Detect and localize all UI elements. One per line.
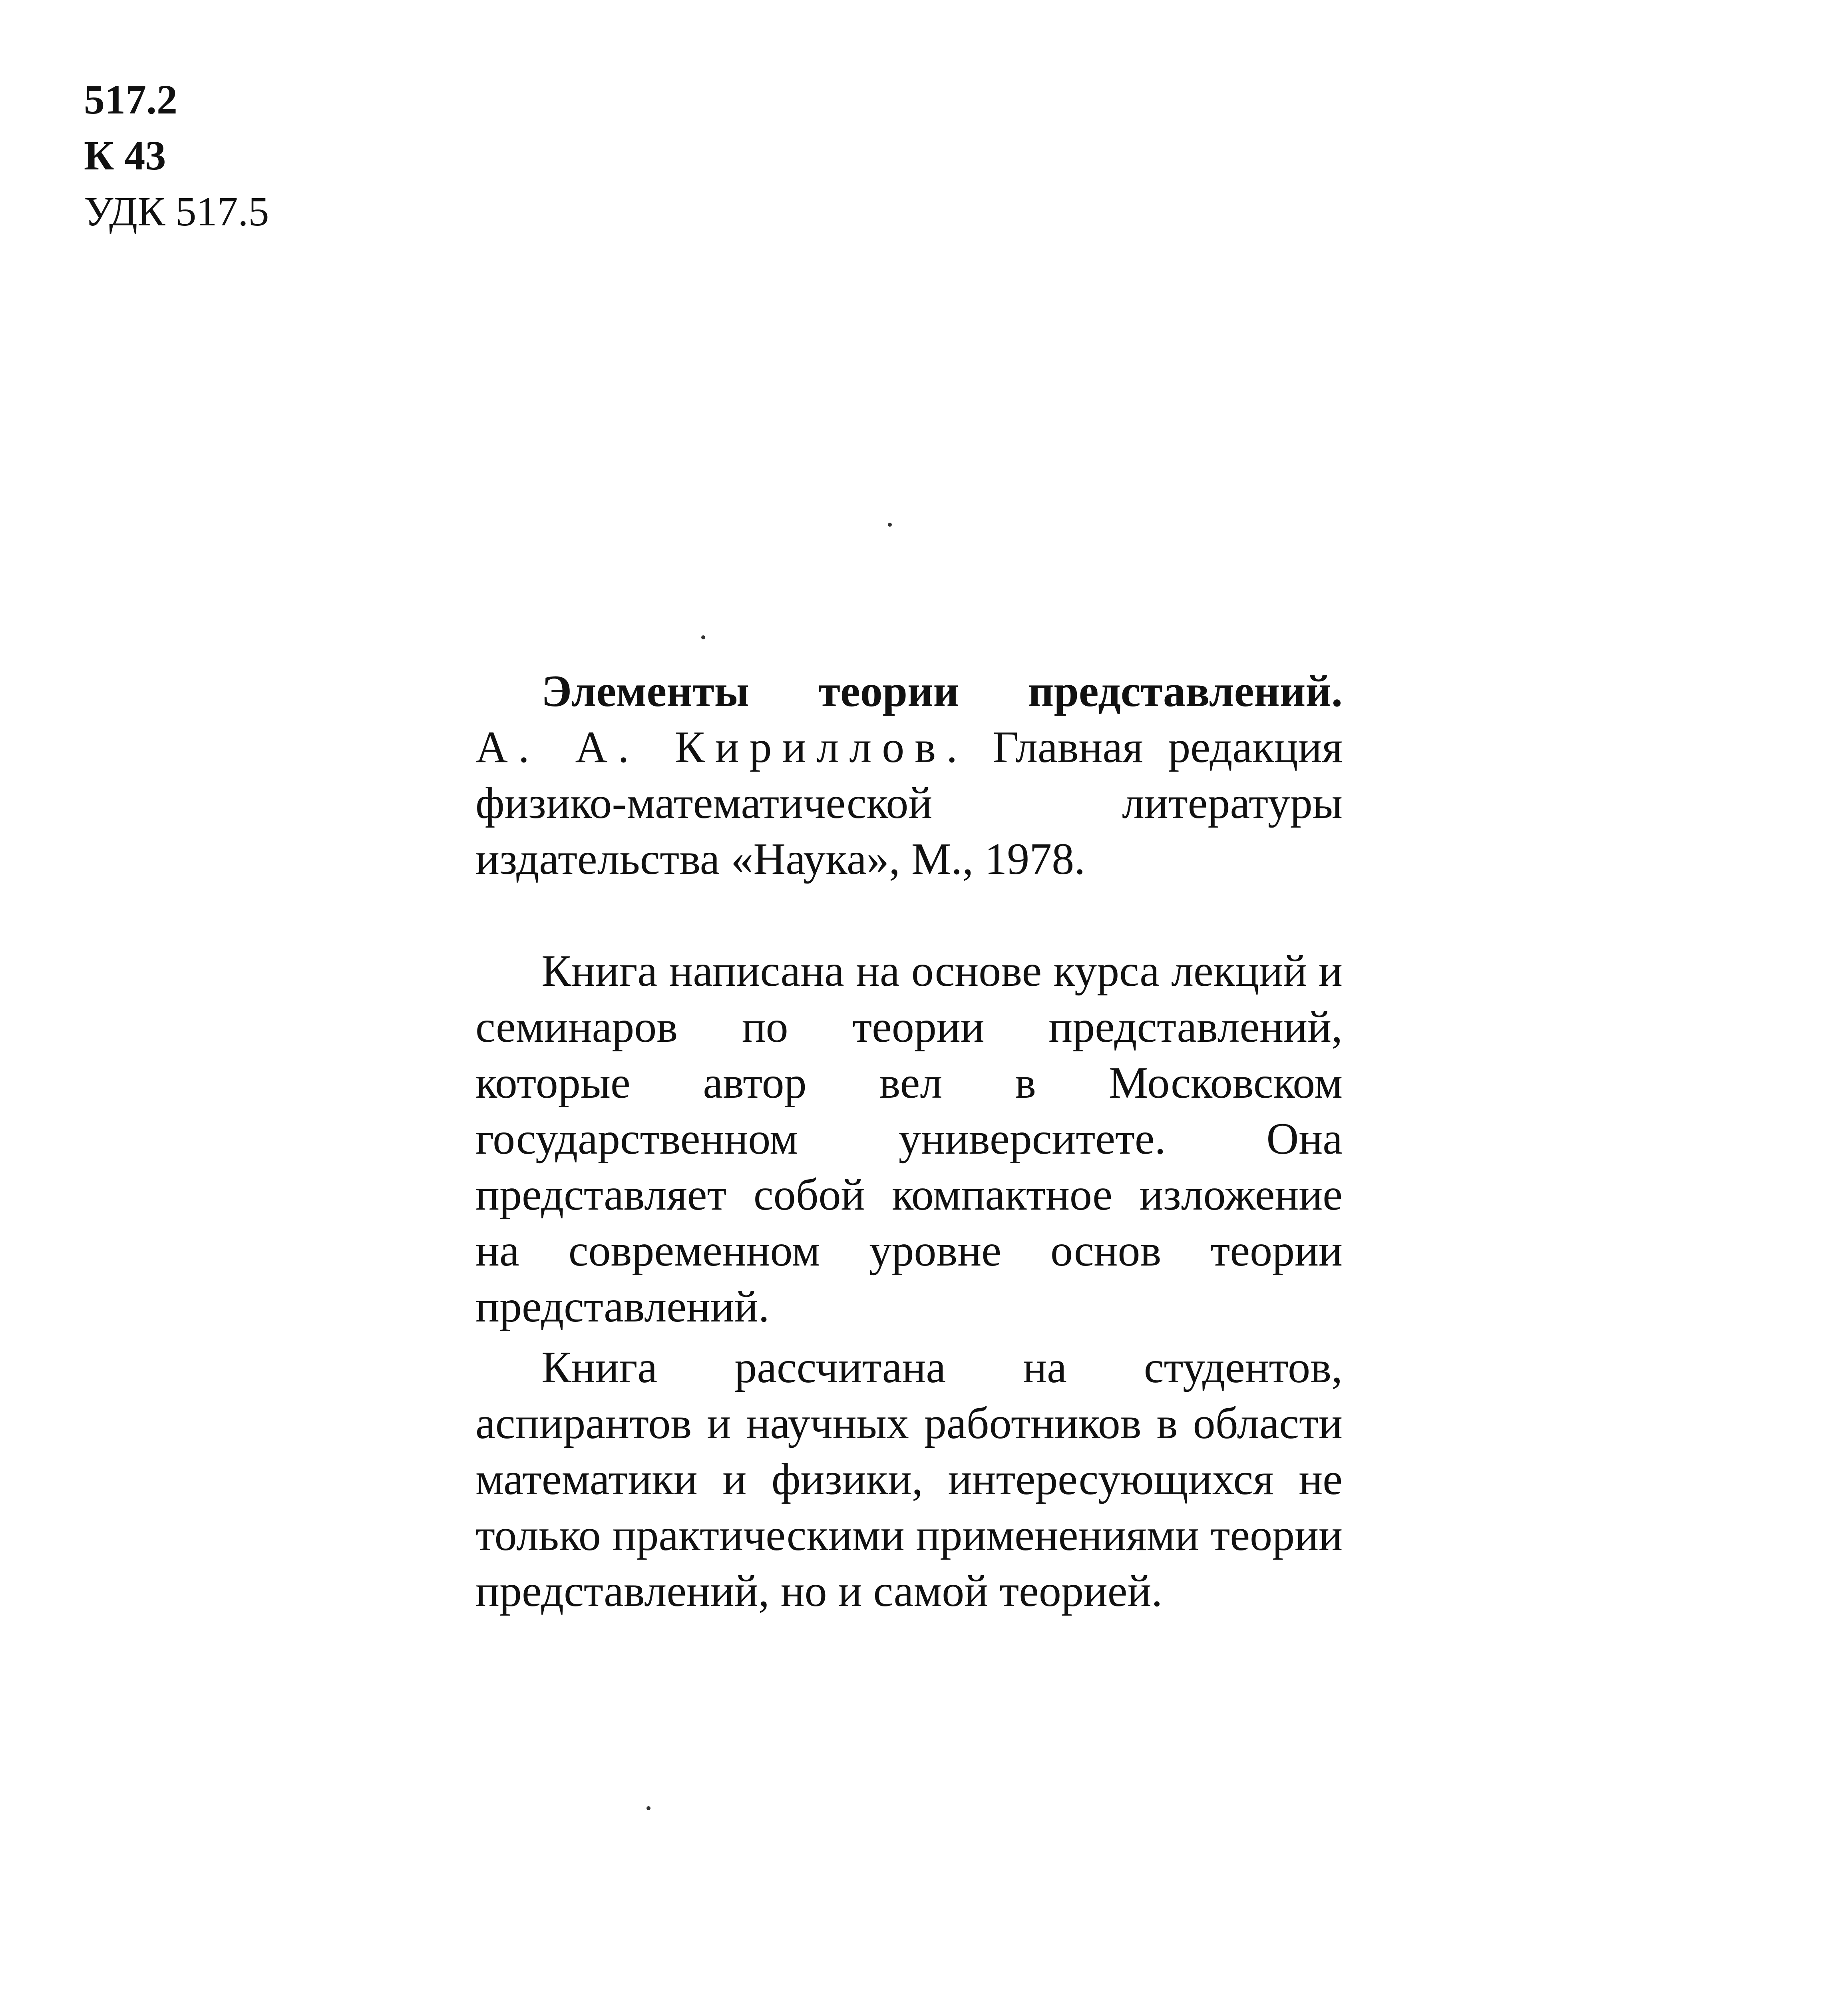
author-mark: К 43 <box>84 133 166 179</box>
book-title: Элементы теории представлений. <box>541 667 1343 716</box>
book-author: А. А. Кириллов. <box>475 722 968 772</box>
print-speck <box>888 523 892 527</box>
print-speck <box>701 635 705 639</box>
classification-block <box>84 72 269 240</box>
publisher-text: Главная редакция физико-математической литературы издательства «Наука», М., 1978. <box>475 722 1343 884</box>
print-speck <box>647 1806 650 1810</box>
bibliographic-entry <box>475 663 1343 887</box>
annotation-paragraph-1: Книга написана на основе курса лекций и семинаров по теории представлений, которые автор вел в Московском государственном университете. Она представляет собой компактное изложение на современном уровне основ теории представлений. <box>475 946 1343 1331</box>
abstract-block <box>475 663 1343 1624</box>
annotation-paragraph-2: Книга рассчитана на студентов, аспирантов и научных работников в области математики и физики, интересующихся не только практическими применениями теории представлений, но и самой теорией. <box>475 1343 1343 1616</box>
bbk-index: 517.2 <box>84 77 177 123</box>
udc-index: УДК 517.5 <box>84 189 269 235</box>
